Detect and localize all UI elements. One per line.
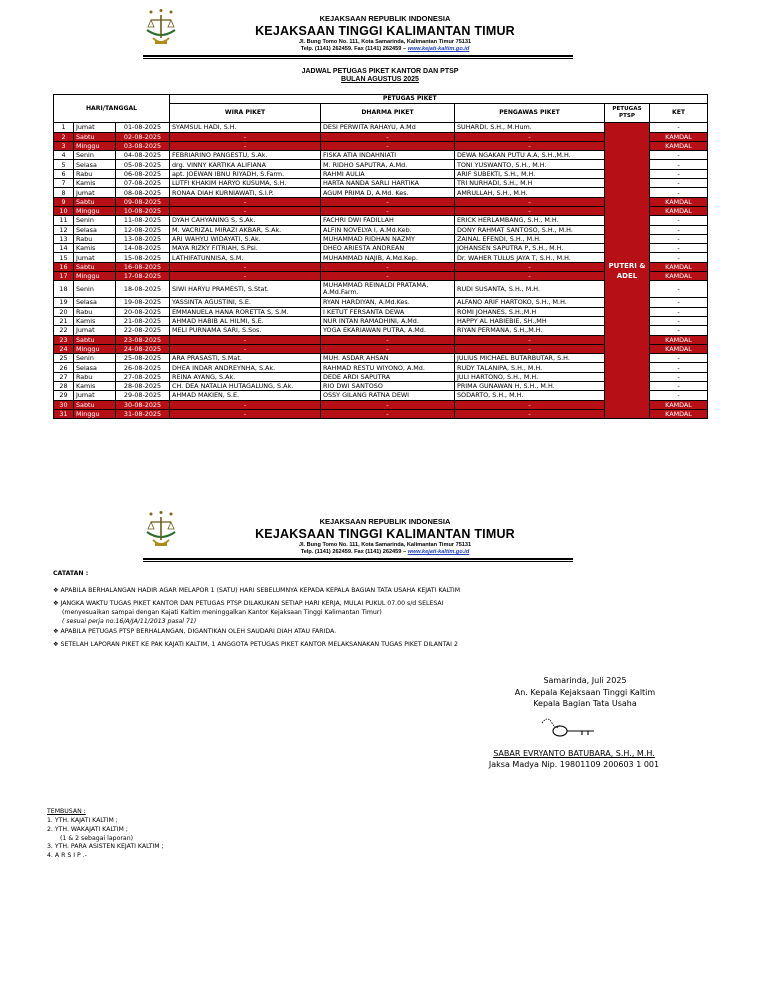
cell-pengawas: - [455, 272, 605, 281]
cell-wira: RONAA DIAH KURNIAWATI, S.I.P. [170, 188, 321, 197]
letterhead-divider-2 [143, 558, 573, 562]
cell-dharma: - [321, 335, 455, 344]
cell-date: 11-08-2025 [116, 216, 170, 225]
cell-dharma: FISKA ATIA INDAHNIATI [321, 151, 455, 160]
cell-dharma: - [321, 262, 455, 271]
cell-wira: - [170, 141, 321, 150]
cell-ket: - [650, 354, 708, 363]
header-ptsp: PETUGAS PTSP [605, 104, 650, 123]
cell-wira: DYAH CAHYANING S, S.Ak. [170, 216, 321, 225]
logo-emblem-top [143, 8, 179, 48]
cell-pengawas: - [455, 335, 605, 344]
cell-ket: - [650, 244, 708, 253]
letterhead-phone [225, 46, 545, 52]
cell-day: Senin [74, 281, 116, 298]
cell-date: 01-08-2025 [116, 123, 170, 132]
cell-dharma: MUHAMMAD NAJIB, A.Md.Kep. [321, 253, 455, 262]
cell-day: Minggu [74, 344, 116, 353]
cell-pengawas: SUHARDI, S.H., M.Hum. [455, 123, 605, 132]
cell-date: 02-08-2025 [116, 132, 170, 141]
cell-no: 24 [54, 344, 74, 353]
cell-ket: KAMDAL [650, 132, 708, 141]
cell-dharma: - [321, 409, 455, 418]
header-dharma: DHARMA PIKET [321, 104, 455, 123]
cell-wira: - [170, 400, 321, 409]
cell-pengawas: - [455, 141, 605, 150]
cell-ket: - [650, 234, 708, 243]
kejaksaan-emblem-icon [143, 8, 179, 48]
schedule-title: JADWAL PETUGAS PIKET KANTOR DAN PTSP [301, 68, 459, 75]
cell-no: 3 [54, 141, 74, 150]
letterhead-org: KEJAKSAAN REPUBLIK INDONESIA [319, 14, 451, 23]
cell-day: Jumat [74, 391, 116, 400]
cell-no: 18 [54, 281, 74, 298]
cell-ket: - [650, 225, 708, 234]
cell-no: 2 [54, 132, 74, 141]
cell-wira: - [170, 344, 321, 353]
cell-pengawas: - [455, 262, 605, 271]
cell-ket: KAMDAL [650, 335, 708, 344]
cell-ket: - [650, 179, 708, 188]
cell-dharma: ALFIN NOVELYA I, A.Md.Keb. [321, 225, 455, 234]
cell-ptsp: PUTERI & ADEL [605, 123, 650, 419]
cell-dharma: RIO DWI SANTOSO [321, 382, 455, 391]
cell-ket: - [650, 316, 708, 325]
cell-date: 20-08-2025 [116, 307, 170, 316]
cell-wira: FEBRIARINO PANGESTU, S.Ak. [170, 151, 321, 160]
note-item: (menyesuaikan sampai dengan Kajati Kaltim meninggalkan Kantor Kejaksaan Tinggi Kalimantan Timur) [62, 609, 382, 616]
letterhead-address-2: Jl. Bung Tomo No. 111, Kota Samarinda, Kalimantan Timur 75131 [298, 542, 472, 548]
note-item: ❖ JANGKA WAKTU TUGAS PIKET KANTOR DAN PETUGAS PTSP DILAKUKAN SETIAP HARI KERJA, MULAI PUKUL 07.00 s/d SELESAI [53, 600, 444, 607]
signature-name: SABAR EVRYANTO BATUBARA, S.H., M.H. [493, 749, 655, 758]
cell-day: Rabu [74, 234, 116, 243]
cell-day: Minggu [74, 141, 116, 150]
cell-wira: - [170, 197, 321, 206]
cell-ket: KAMDAL [650, 344, 708, 353]
cell-dharma: - [321, 344, 455, 353]
letterhead-phone-2 [225, 549, 545, 555]
cell-date: 06-08-2025 [116, 169, 170, 178]
cell-ket: - [650, 382, 708, 391]
cell-ket: - [650, 391, 708, 400]
letterhead-telp: Telp. (1141) 262459. Fax (1141) 262459 – [300, 46, 408, 52]
cell-pengawas: ALFANO ARIF HARTOKO, S.H., M.H. [455, 298, 605, 307]
cell-date: 10-08-2025 [116, 206, 170, 215]
cell-pengawas: PRIMA GUNAWAN H, S.H., M.H. [455, 382, 605, 391]
cell-date: 24-08-2025 [116, 344, 170, 353]
cell-dharma: MUH. ASDAR AHSAN [321, 354, 455, 363]
cell-day: Sabtu [74, 132, 116, 141]
cell-date: 03-08-2025 [116, 141, 170, 150]
cell-no: 26 [54, 363, 74, 372]
cell-pengawas: ZAINAL EFENDI, S.H., M.H. [455, 234, 605, 243]
tembusan-item: 2. YTH. WAKAJATI KALTIM ; [47, 826, 128, 833]
cell-wira: drg. VINNY KARTIKA ALIFIANA [170, 160, 321, 169]
notes-heading: CATATAN : [53, 570, 89, 577]
cell-pengawas: ERICK HERLAMBANG, S.H., M.H. [455, 216, 605, 225]
cell-ket: - [650, 326, 708, 335]
cell-date: 31-08-2025 [116, 409, 170, 418]
letterhead-website-link[interactable]: www.kejati-kaltim.go.id [407, 46, 470, 52]
cell-no: 4 [54, 151, 74, 160]
cell-pengawas: - [455, 197, 605, 206]
cell-dharma: DEDE ARDI SAPUTRA [321, 372, 455, 381]
cell-ket: KAMDAL [650, 400, 708, 409]
cell-ket: KAMDAL [650, 206, 708, 215]
cell-ket: - [650, 169, 708, 178]
cell-dharma: RAHMI AULIA [321, 169, 455, 178]
cell-dharma: HARTA NANDA SARLI HARTIKA [321, 179, 455, 188]
cell-dharma: - [321, 400, 455, 409]
cell-no: 13 [54, 234, 74, 243]
cell-dharma: YOGA EKARIAWAN PUTRA, A.Md. [321, 326, 455, 335]
cell-ket: - [650, 123, 708, 132]
letterhead-website-link-2[interactable]: www.kejati-kaltim.go.id [407, 549, 470, 555]
cell-ket: - [650, 281, 708, 298]
cell-date: 17-08-2025 [116, 272, 170, 281]
cell-no: 21 [54, 316, 74, 325]
cell-wira: AHMAD MAKIEN, S.E. [170, 391, 321, 400]
cell-pengawas: DONY RAHMAT SANTOSO, S.H., M.H. [455, 225, 605, 234]
cell-pengawas: - [455, 206, 605, 215]
tembusan-heading: TEMBUSAN : [47, 808, 86, 815]
cell-ket: KAMDAL [650, 409, 708, 418]
cell-ket: KAMDAL [650, 262, 708, 271]
cell-dharma: NUR INTAN RAMADHINI, A.Md. [321, 316, 455, 325]
signature-icon [538, 713, 598, 741]
cell-ket: - [650, 160, 708, 169]
letterhead-name-2: KEJAKSAAN TINGGI KALIMANTAN TIMUR [255, 527, 515, 541]
cell-date: 29-08-2025 [116, 391, 170, 400]
signature-rank: Jaksa Madya Nip. 19801109 200603 1 001 [488, 760, 660, 769]
cell-day: Selasa [74, 225, 116, 234]
letterhead-telp-2: Telp. (1141) 262459. Fax (1141) 262459 – [300, 549, 408, 555]
cell-no: 27 [54, 372, 74, 381]
cell-dharma: - [321, 197, 455, 206]
cell-dharma: DESI PERWITA RAHAYU, A.Md [321, 123, 455, 132]
note-item: ❖ SETELAH LAPORAN PIKET KE PAK KAJATI KALTIM, 1 ANGGOTA PETUGAS PIKET KANTOR MELAKSANAKAN TUGAS PIKET DILANTAI 2 [53, 641, 458, 648]
cell-date: 25-08-2025 [116, 354, 170, 363]
cell-ket: - [650, 188, 708, 197]
cell-date: 28-08-2025 [116, 382, 170, 391]
cell-day: Kamis [74, 382, 116, 391]
cell-pengawas: RUDI SUSANTA, S.H., M.H. [455, 281, 605, 298]
cell-dharma: DHEO ARIESTA ANDREAN [321, 244, 455, 253]
cell-dharma: - [321, 206, 455, 215]
cell-date: 05-08-2025 [116, 160, 170, 169]
cell-dharma: RAHMAD RESTU WIYONO, A.Md. [321, 363, 455, 372]
cell-pengawas: ROMI JOHANES, S.H.,M.H [455, 307, 605, 316]
cell-dharma: M. RIDHO SAPUTRA, A.Md. [321, 160, 455, 169]
cell-pengawas: - [455, 344, 605, 353]
cell-pengawas: HAPPY AL HABIEBIE, SH.,MH [455, 316, 605, 325]
cell-day: Senin [74, 354, 116, 363]
cell-ket: - [650, 216, 708, 225]
header-hari-tanggal: HARI/TANGGAL [54, 95, 170, 123]
cell-wira: YASSINTA AGUSTINI, S.E. [170, 298, 321, 307]
cell-no: 9 [54, 197, 74, 206]
cell-wira: MELI PURNAMA SARI, S.Sos. [170, 326, 321, 335]
cell-dharma: - [321, 132, 455, 141]
cell-day: Jumat [74, 253, 116, 262]
cell-pengawas: JULIUS MICHAEL BUTARBUTAR, S.H. [455, 354, 605, 363]
table-row [54, 123, 708, 132]
cell-dharma: OSSY GILANG RATNA DEWI [321, 391, 455, 400]
cell-day: Sabtu [74, 400, 116, 409]
cell-date: 09-08-2025 [116, 197, 170, 206]
cell-date: 13-08-2025 [116, 234, 170, 243]
note-item: ❖ APABILA BERHALANGAN HADIR AGAR MELAPOR 1 (SATU) HARI SEBELUMNYA KEPADA KEPALA BAGIAN TATA USAHA KEJATI KALTIM [53, 587, 461, 594]
signature-place-date: Samarinda, Juli 2025 [543, 676, 627, 685]
logo-emblem-bottom [143, 510, 179, 550]
cell-ket: KAMDAL [650, 197, 708, 206]
cell-wira: SYAMSUL HADI, S.H. [170, 123, 321, 132]
cell-dharma: RYAN HARDIYAN, A.Md.Kes. [321, 298, 455, 307]
cell-pengawas: JOHANSEN SAPUTRA P, S.H., M.H. [455, 244, 605, 253]
cell-day: Selasa [74, 160, 116, 169]
note-item: ( sesuai perja no.16/A/JA/11/2013 pasal 71) [62, 618, 197, 625]
cell-no: 15 [54, 253, 74, 262]
cell-ket: KAMDAL [650, 141, 708, 150]
cell-pengawas: DEWA NGAKAN PUTU A.A, S.H.,M.H. [455, 151, 605, 160]
cell-pengawas: Dr. WAHER TULUS JAYA T, S.H., M.H. [455, 253, 605, 262]
cell-date: 18-08-2025 [116, 281, 170, 298]
cell-wira: CH. DEA NATALIA HUTAGALUNG, S.Ak. [170, 382, 321, 391]
header-ket: KET [650, 104, 708, 123]
cell-wira: SIWI HARYU PRAMESTI, S.Stat. [170, 281, 321, 298]
cell-pengawas: - [455, 132, 605, 141]
header-pengawas: PENGAWAS PIKET [455, 104, 605, 123]
kejaksaan-emblem-icon [143, 510, 179, 550]
cell-pengawas: - [455, 400, 605, 409]
cell-wira: - [170, 206, 321, 215]
tembusan-item: 4. A R S I P .- [47, 852, 87, 859]
cell-wira: EMMANUELA HANA RORETTA S, S.M. [170, 307, 321, 316]
cell-no: 30 [54, 400, 74, 409]
cell-pengawas: TONI YUSWANTO, S.H., M.H. [455, 160, 605, 169]
cell-date: 16-08-2025 [116, 262, 170, 271]
cell-date: 23-08-2025 [116, 335, 170, 344]
cell-wira: MAYA RIZKY FITRIAH, S.Psi. [170, 244, 321, 253]
cell-day: Selasa [74, 298, 116, 307]
cell-date: 07-08-2025 [116, 179, 170, 188]
schedule-subtitle: BULAN AGUSTUS 2025 [341, 76, 419, 83]
cell-ket: - [650, 253, 708, 262]
signature-line1: An. Kepala Kejaksaan Tinggi Kaltim [514, 688, 656, 697]
cell-pengawas: ARIF SUBEKTI, S.H., M.H. [455, 169, 605, 178]
header-wira: WIRA PIKET [170, 104, 321, 123]
tembusan-item: (1 & 2 sebagai laporan) [60, 835, 134, 842]
cell-pengawas: RIYAN PERMANA, S.H.,M.H. [455, 326, 605, 335]
cell-no: 22 [54, 326, 74, 335]
header-group-spacer [650, 95, 708, 104]
note-item: ❖ APABILA PETUGAS PTSP BERHALANGAN, DIGANTIKAN OLEH SAUDARI DIAH ATAU FARIDA. [53, 628, 337, 635]
cell-no: 7 [54, 179, 74, 188]
cell-day: Minggu [74, 206, 116, 215]
cell-day: Jumat [74, 188, 116, 197]
cell-ket: - [650, 298, 708, 307]
cell-date: 26-08-2025 [116, 363, 170, 372]
cell-pengawas: TRI NURHADI, S.H., M.H [455, 179, 605, 188]
cell-ket: - [650, 372, 708, 381]
cell-no: 19 [54, 298, 74, 307]
cell-pengawas: - [455, 409, 605, 418]
cell-wira: LATHIFATUNNISA, S.M. [170, 253, 321, 262]
header-petugas-piket: PETUGAS PIKET [170, 95, 650, 104]
cell-no: 11 [54, 216, 74, 225]
cell-dharma: I KETUT FERSANTA DEWA [321, 307, 455, 316]
letterhead-divider [143, 55, 573, 59]
schedule-table [53, 94, 708, 419]
cell-day: Selasa [74, 363, 116, 372]
cell-dharma: AGUM PRIMA D, A.Md. Kes. [321, 188, 455, 197]
cell-day: Kamis [74, 244, 116, 253]
cell-day: Rabu [74, 307, 116, 316]
cell-no: 25 [54, 354, 74, 363]
cell-no: 6 [54, 169, 74, 178]
cell-dharma: FACHRI DWI FADILLAH [321, 216, 455, 225]
signature-line2: Kepala Bagian Tata Usaha [533, 699, 637, 708]
schedule-body [54, 123, 708, 419]
cell-wira: - [170, 132, 321, 141]
cell-no: 17 [54, 272, 74, 281]
cell-no: 10 [54, 206, 74, 215]
cell-wira: ARA PRASASTI, S.Mat. [170, 354, 321, 363]
cell-date: 12-08-2025 [116, 225, 170, 234]
cell-dharma: MUHAMMAD RIDHAN NAZMY [321, 234, 455, 243]
cell-date: 08-08-2025 [116, 188, 170, 197]
cell-date: 30-08-2025 [116, 400, 170, 409]
letterhead-org-2: KEJAKSAAN REPUBLIK INDONESIA [319, 517, 451, 526]
cell-date: 19-08-2025 [116, 298, 170, 307]
cell-day: Jumat [74, 123, 116, 132]
cell-pengawas: AMRULLAH, S.H., M.H. [455, 188, 605, 197]
cell-day: Rabu [74, 169, 116, 178]
cell-day: Sabtu [74, 197, 116, 206]
cell-day: Senin [74, 216, 116, 225]
tembusan-item: 3. YTH. PARA ASISTEN KEJATI KALTIM ; [47, 843, 164, 850]
letterhead-name: KEJAKSAAN TINGGI KALIMANTAN TIMUR [255, 24, 515, 38]
cell-day: Kamis [74, 179, 116, 188]
cell-wira: M. VACRIZAL MIRAZI AKBAR, S.Ak. [170, 225, 321, 234]
letterhead-address: Jl. Bung Tomo No. 111, Kota Samarinda, Kalimantan Timur 75131 [298, 39, 472, 45]
cell-day: Minggu [74, 272, 116, 281]
cell-wira: apt. JOEWAN IBNU RIYADH, S.Farm. [170, 169, 321, 178]
cell-ket: KAMDAL [650, 272, 708, 281]
cell-no: 31 [54, 409, 74, 418]
cell-date: 22-08-2025 [116, 326, 170, 335]
cell-ket: - [650, 307, 708, 316]
cell-day: Minggu [74, 409, 116, 418]
cell-no: 1 [54, 123, 74, 132]
cell-date: 15-08-2025 [116, 253, 170, 262]
cell-no: 23 [54, 335, 74, 344]
cell-day: Rabu [74, 372, 116, 381]
cell-date: 14-08-2025 [116, 244, 170, 253]
cell-pengawas: SODARTO, S.H., M.H. [455, 391, 605, 400]
cell-wira: ARI WAHYU WIDAYATI, S.Ak. [170, 234, 321, 243]
cell-day: Jumat [74, 326, 116, 335]
tembusan-item: 1. YTH. KAJATI KALTIM ; [47, 817, 118, 824]
signature-scribble [538, 713, 598, 741]
cell-no: 12 [54, 225, 74, 234]
cell-no: 16 [54, 262, 74, 271]
cell-wira: LUTFI KHAKIM HARYO KUSUMA, S.H. [170, 179, 321, 188]
cell-wira: - [170, 409, 321, 418]
cell-date: 27-08-2025 [116, 372, 170, 381]
cell-wira: - [170, 335, 321, 344]
cell-ket: - [650, 151, 708, 160]
cell-date: 04-08-2025 [116, 151, 170, 160]
cell-pengawas: JULI HARTONO, S.H., M.H. [455, 372, 605, 381]
cell-no: 20 [54, 307, 74, 316]
cell-dharma: - [321, 272, 455, 281]
cell-dharma: - [321, 141, 455, 150]
cell-wira: AHMAD HABIB AL HILMI, S.E. [170, 316, 321, 325]
cell-day: Kamis [74, 316, 116, 325]
cell-ket: - [650, 363, 708, 372]
cell-wira: - [170, 262, 321, 271]
cell-no: 5 [54, 160, 74, 169]
cell-date: 21-08-2025 [116, 316, 170, 325]
cell-no: 14 [54, 244, 74, 253]
cell-dharma: MUHAMMAD REINALDI PRATAMA, A.Md.Farm. [321, 281, 455, 298]
cell-no: 8 [54, 188, 74, 197]
cell-pengawas: RUDY TALANIPA, S.H., M.H. [455, 363, 605, 372]
cell-day: Senin [74, 151, 116, 160]
cell-wira: - [170, 272, 321, 281]
cell-no: 28 [54, 382, 74, 391]
cell-day: Sabtu [74, 262, 116, 271]
cell-wira: DHEA INDAR ANDREYNHA, S.Ak. [170, 363, 321, 372]
cell-day: Sabtu [74, 335, 116, 344]
cell-no: 29 [54, 391, 74, 400]
cell-wira: REINA AYANG, S.Ak. [170, 372, 321, 381]
